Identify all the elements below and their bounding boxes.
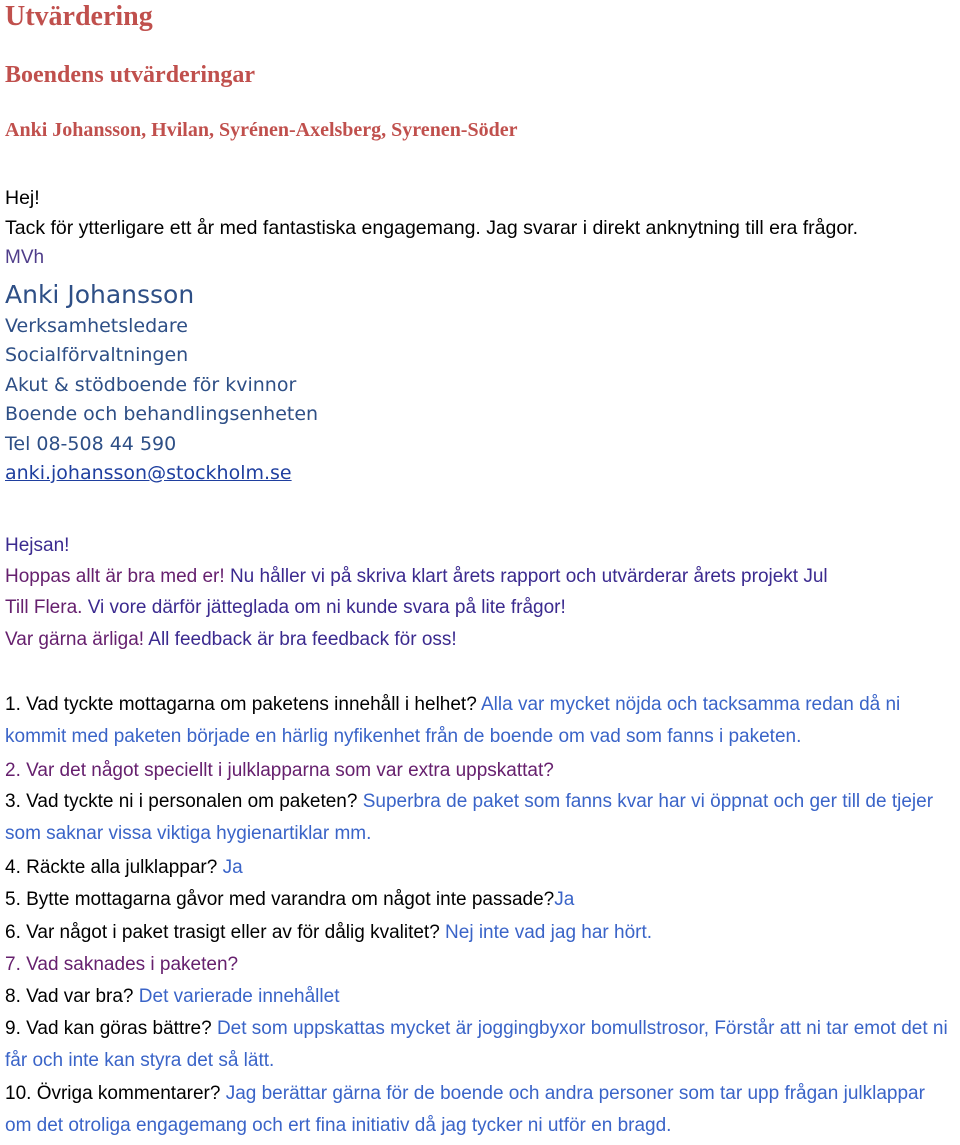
question-text: 4. Räckte alla julklappar?: [5, 857, 218, 878]
section-title: Boendens utvärderingar: [5, 62, 256, 88]
request-line-2a: Till Flera.: [5, 597, 83, 618]
question-text: 9. Vad kan göras bättre?: [5, 1018, 212, 1039]
request-line-1: [5, 561, 828, 593]
question-3: [5, 786, 955, 850]
question-text: 10. Övriga kommentarer?: [5, 1083, 221, 1104]
question-text: 5. Bytte mottagarna gåvor med varandra om något inte passade?: [5, 889, 555, 910]
reply-body: Tack för ytterligare ett år med fantastiska engagemang. Jag svarar i direkt anknytning till era frågor.: [5, 217, 859, 239]
email-signature: [5, 278, 318, 488]
signature-role: Verksamhetsledare: [5, 315, 188, 337]
recipients-heading: Anki Johansson, Hvilan, Syrénen-Axelsberg, Syrenen-Söder: [5, 119, 518, 141]
request-line-3b: All feedback är bra feedback för oss!: [144, 629, 457, 650]
request-line-1b: Nu håller vi på skriva klart årets rapport och utvärderar årets projekt Jul: [224, 566, 828, 587]
request-line-2: [5, 592, 566, 624]
signature-name: Anki Johansson: [5, 280, 195, 309]
request-line-3: [5, 624, 457, 656]
question-7: [5, 949, 955, 981]
answer-text: Alla var mycket nöjda och tacksamma redan då ni kommit med paketen började en härlig nyfikenhet från de boende om vad som fanns i paketen.: [5, 694, 901, 747]
signature-email-link[interactable]: anki.johansson@stockholm.se: [5, 461, 292, 484]
question-text: 1. Vad tyckte mottagarna om paketens innehåll i helhet?: [5, 694, 477, 715]
request-line-2b: Vi vore därför jätteglada om ni kunde svara på lite frågor!: [82, 597, 566, 618]
answer-text: Ja: [554, 889, 575, 910]
answer-text: Superbra de paket som fanns kvar har vi öppnat och ger till de tjejer som saknar vissa viktiga hygienartiklar mm.: [5, 791, 934, 844]
question-2: [5, 755, 955, 787]
question-text: 3. Vad tyckte ni i personalen om paketen?: [5, 791, 358, 812]
question-10: [5, 1078, 955, 1142]
signature-phone: Tel 08-508 44 590: [5, 432, 177, 455]
signature-unit: Akut & stödboende för kvinnor: [5, 373, 297, 396]
question-9: [5, 1013, 955, 1077]
answer-text: Nej inte vad jag har hört.: [439, 922, 653, 943]
question-4: [5, 852, 955, 884]
signature-section: Boende och behandlingsenheten: [5, 403, 319, 426]
reply-closing: MVh: [5, 247, 45, 268]
question-text: 7. Vad saknades i paketen?: [5, 954, 239, 975]
question-6: [5, 917, 955, 949]
question-text: 8. Vad var bra?: [5, 986, 134, 1007]
question-text: 2. Var det något speciellt i julklapparna som var extra uppskattat?: [5, 760, 554, 781]
question-text: 6. Var något i paket trasigt eller av för dålig kvalitet?: [5, 922, 440, 943]
answer-text: Det varierade innehållet: [133, 986, 340, 1007]
answer-text: Ja: [217, 857, 243, 878]
page-title: Utvärdering: [5, 1, 153, 32]
request-greeting: Hejsan!: [5, 535, 70, 556]
question-8: [5, 981, 955, 1013]
reply-message: [5, 183, 858, 273]
signature-department: Socialförvaltningen: [5, 344, 189, 367]
question-5: [5, 884, 955, 916]
request-line-3a: Var gärna ärliga!: [5, 629, 145, 650]
request-line-1a: Hoppas allt är bra med er!: [5, 566, 225, 587]
answer-text: Jag berättar gärna för de boende och andra personer som tar upp frågan julklappar om det otroliga engagemang och ert fina initiativ då jag tycker ni utför en bragd.: [5, 1083, 925, 1136]
answer-text: Det som uppskattas mycket är joggingbyxor bomullstrosor, Förstår att ni tar emot det ni får och inte kan styra det så lätt.: [5, 1018, 948, 1071]
reply-greeting: Hej!: [5, 187, 40, 209]
question-1: [5, 689, 955, 753]
